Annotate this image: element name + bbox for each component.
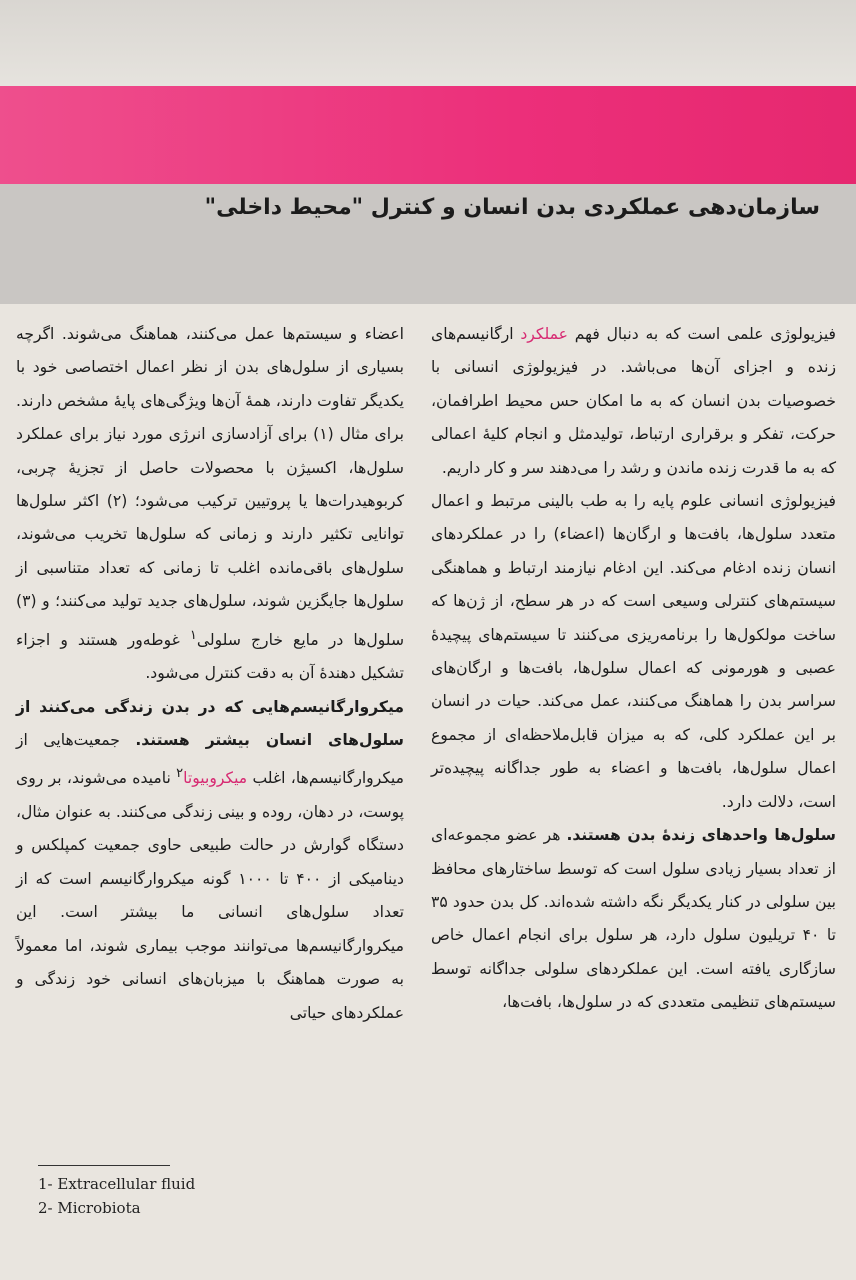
paragraph: فیزیولوژی انسانی علوم پایه را به طب بالینی مرتبط و اعمال متعدد سلول‌ها، بافت‌ها و ارگان‌ها (اعضاء) را در عملکردهای انسان زنده ادغام می‌کند. این ادغام نیازمند ارتباط و هماهنگی سیستم‌های کنترلی وسیعی است که در هر سطح، از ژن‌ها که ساخت مولکول‌ها را برنامه‌ریزی می‌کنند تا سیستم‌های پیچیدهٔ عصبی و هورمونی که اعمال سلول‌ها، بافت‌ها و ارگان‌های سراسر بدن را هماهنگ می‌کنند، عمل می‌کند. حیات در انسان بر این عملکرد کلی، که به میزان قابل‌ملاحظه‌ای از مجموع اعمال سلول‌ها، بافت‌ها و اعضاء به طور جداگانه پیچیده‌تر است، دلالت دارد. bbox=[431, 492, 836, 811]
paragraph-text: فیزیولوژی علمی است که به دنبال فهم bbox=[568, 325, 836, 343]
left-column bbox=[16, 318, 404, 1030]
chapter-header-band bbox=[0, 86, 856, 184]
highlighted-term: عملکرد bbox=[520, 325, 568, 343]
paragraph bbox=[431, 819, 836, 1019]
paragraph-text: جمعیت‌هایی از میکروارگانیسم‌ها، اغلب bbox=[16, 731, 404, 788]
paragraph bbox=[431, 318, 836, 485]
page-top-margin bbox=[0, 0, 856, 86]
footnote: 1- Extracellular fluid bbox=[38, 1175, 196, 1193]
footnote-divider bbox=[38, 1165, 170, 1166]
footnote: 2- Microbiota bbox=[38, 1199, 141, 1217]
section-heading: سلول‌ها واحدهای زندهٔ بدن هستند. bbox=[566, 826, 836, 845]
paragraph bbox=[16, 318, 404, 691]
paragraph-text: غوطه‌ور هستند و اجزاء تشکیل دهندهٔ آن به دقت کنترل می‌شود. bbox=[16, 630, 404, 683]
paragraph-text: نامیده می‌شوند، بر روی پوست، در دهان، روده و بینی زندگی می‌کنند. به عنوان مثال، دستگاه گوارش در حالت طبیعی حاوی جمعیت کمپلکس و دینامیکی از ۴۰۰ تا ۱۰۰۰ گونه میکروارگانیسم است که از تعداد سلول‌های انسانی ما بیشتر است. این میکروارگانیسم‌ها می‌توانند موجب بیماری شوند، اما معمولاً به صورت هماهنگ با میزبان‌های انسانی خود زندگی و عملکردهای حیاتی bbox=[16, 769, 404, 1022]
paragraph-text: هر عضو مجموعه‌ای از تعداد بسیار زیادی سلول است که توسط ساختارهای محافظ بین سلولی در کنار یکدیگر نگه داشته شده‌اند. کل بدن حدود ۳۵ تا ۴۰ تریلیون سلول دارد، هر سلول برای انجام اعمال خاص سازگاری یافته است. این عملکردهای سلولی جداگانه توسط سیستم‌های تنظیمی متعددی که در سلول‌ها، بافت‌ها، bbox=[431, 826, 836, 1012]
highlighted-term: میکروبیوتا bbox=[183, 769, 248, 788]
footnotes bbox=[38, 1172, 195, 1220]
footnote-ref: ۲ bbox=[176, 766, 184, 782]
section-heading: میکروارگانیسم‌هایی که در بدن زندگی می‌کنند از سلول‌های انسان بیشتر هستند. bbox=[16, 697, 404, 750]
paragraph bbox=[16, 691, 404, 1030]
paragraph-text: ارگانیسم‌های زنده و اجزای آن‌ها می‌باشد. در فیزیولوژی انسانی با خصوصیات بدن انسان که به ما امکان حس محیط اطرافمان، حرکت، تفکر و برقراری ارتباط، تولیدمثل و انجام کلیهٔ اعمالی که به ما قدرت زنده ماندن و رشد را می‌دهند سر و کار داریم. bbox=[431, 325, 836, 477]
right-column bbox=[431, 318, 836, 1020]
footnote-ref: ۱ bbox=[189, 627, 197, 643]
paragraph-text: اعضاء و سیستم‌ها عمل می‌کنند، هماهنگ می‌شوند. اگرچه بسیاری از سلول‌های بدن از نظر اعمال اختصاصی خود با یکدیگر تفاوت دارند، همهٔ آن‌ها ویژگی‌های پایهٔ مشخص دارند. برای مثال (۱) برای آزادسازی انرژی مورد نیاز برای عملکرد سلول‌ها، اکسیژن با محصولات حاصل از تجزیهٔ چربی، کربوهیدرات‌ها یا پروتیین ترکیب می‌شود؛ (۲) اکثر سلول‌ها توانایی تکثیر دارند و زمانی که سلول‌ها تخریب می‌شوند، سلول‌های باقی‌مانده اغلب تا زمانی که تعداد متناسبی از سلول‌ها جایگزین شوند، سلول‌های جدید تولید می‌کنند؛ و (۳) سلول‌ها در مایع خارج سلولی bbox=[16, 325, 405, 649]
chapter-title: سازمان‌دهی عملکردی بدن انسان و کنترل "محیط داخلی" bbox=[204, 195, 820, 220]
